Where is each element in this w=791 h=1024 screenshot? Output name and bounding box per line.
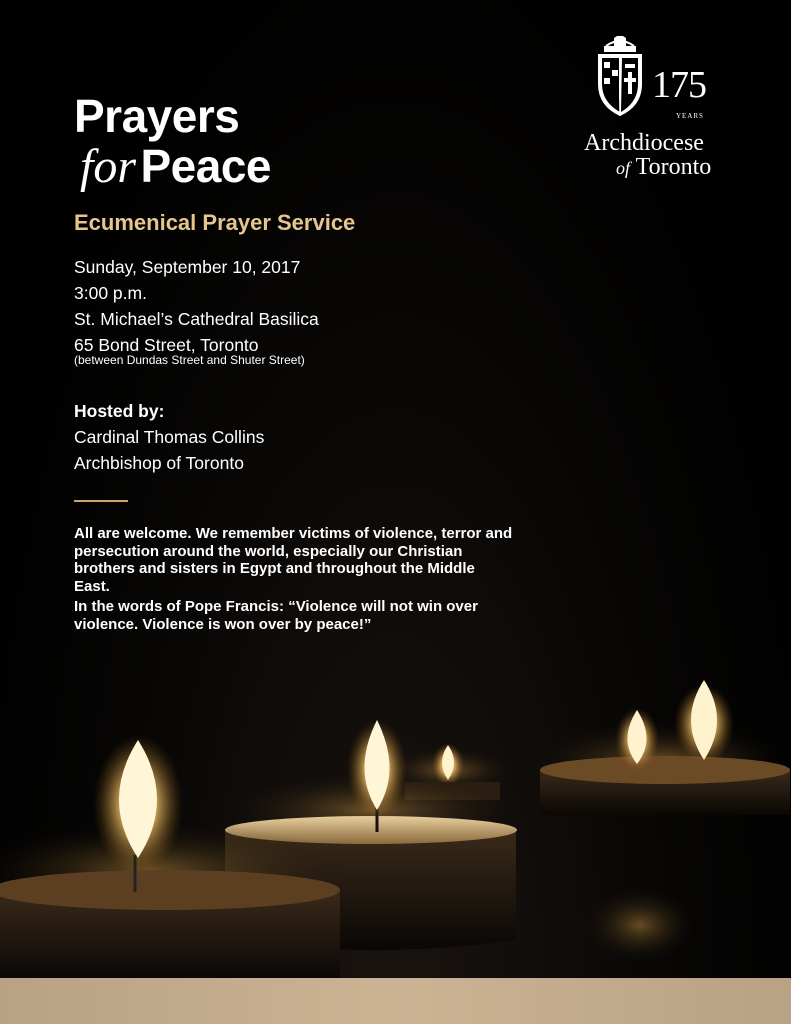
title-peace: Peace [140, 140, 271, 192]
org-name-line1: Archdiocese [584, 130, 704, 156]
archdiocese-logo [584, 36, 734, 186]
event-time: 3:00 p.m. [74, 283, 147, 303]
candle-far-right [520, 680, 791, 815]
org-of: of [616, 158, 631, 178]
event-date: Sunday, September 10, 2017 [74, 257, 301, 277]
reflection-right [580, 885, 700, 965]
anniversary-number: 175 [652, 64, 706, 106]
anniversary-years: YEARS [676, 112, 704, 120]
message-paragraph-2: In the words of Pope Francis: “Violence will not win over violence. Violence is won over by peace!” [74, 598, 478, 633]
host-block [74, 398, 264, 476]
candles-illustration [0, 640, 791, 980]
event-address-note: (between Dundas Street and Shuter Street) [74, 353, 305, 367]
title-prayers: Prayers [74, 90, 240, 142]
title-block [74, 92, 494, 236]
subtitle: Ecumenical Prayer Service [74, 210, 356, 235]
event-venue: St. Michael’s Cathedral Basilica [74, 309, 319, 329]
bottom-band [0, 978, 791, 1024]
title-for: for [80, 140, 137, 193]
message-block [74, 525, 514, 636]
event-details [74, 254, 514, 366]
host-name: Cardinal Thomas Collins [74, 427, 265, 447]
message-paragraph-1: All are welcome. We remember victims of violence, terror and persecution around the world, especially our Christian brothers and sisters in Egypt and throughout the Middle East. [74, 525, 513, 595]
title-line2 [80, 140, 494, 204]
divider [74, 500, 128, 502]
crest-icon [592, 36, 648, 122]
candle-left [0, 735, 350, 980]
org-toronto: Toronto [635, 154, 712, 180]
org-name-line2 [616, 154, 711, 181]
host-label: Hosted by: [74, 401, 165, 421]
event-address: 65 Bond Street, Toronto [74, 335, 259, 355]
host-title: Archbishop of Toronto [74, 453, 244, 473]
